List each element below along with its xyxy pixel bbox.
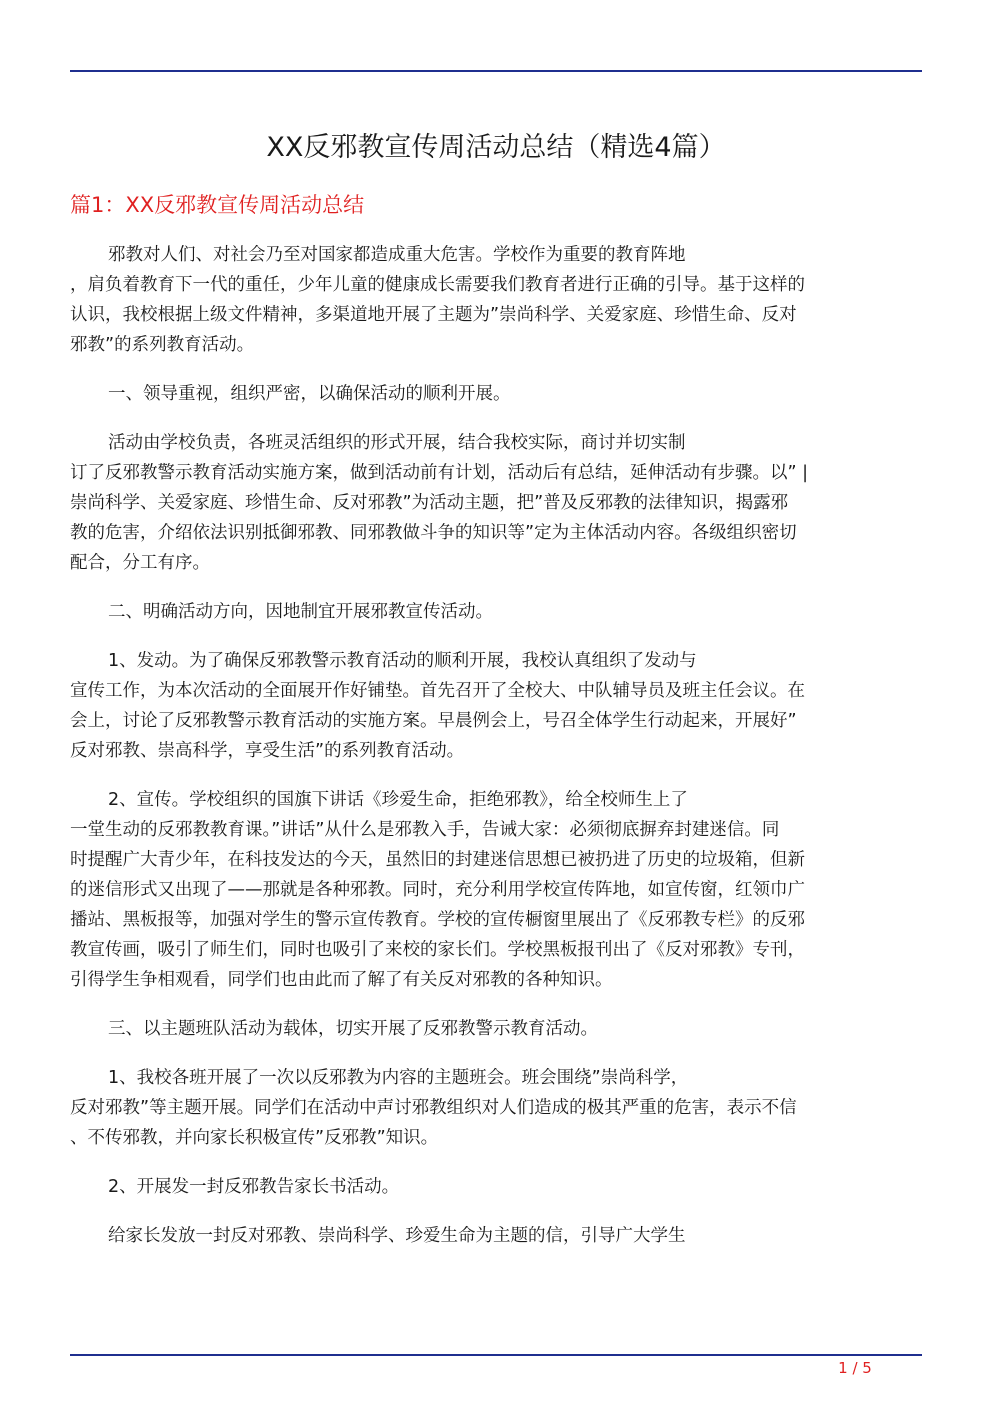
paragraph-line: 1、我校各班开展了一次以反邪教为内容的主题班会。班会围绕”崇尚科学， xyxy=(108,1068,689,1088)
body-paragraph xyxy=(70,785,922,995)
body-paragraph xyxy=(70,1172,922,1202)
paragraph-line: 三、以主题班队活动为载体，切实开展了反邪教警示教育活动。 xyxy=(108,1019,598,1039)
paragraph-line: 邪教”的系列教育活动。 xyxy=(70,335,255,355)
document-title: XX反邪教宣传周活动总结（精选4篇） xyxy=(266,132,726,163)
body-paragraph xyxy=(70,240,922,360)
paragraph-line: 给家长发放一封反对邪教、崇尚科学、珍爱生命为主题的信，引导广大学生 xyxy=(108,1226,686,1246)
paragraph-line: 崇尚科学、关爱家庭、珍惜生命、反对邪教”为活动主题，把”普及反邪教的法律知识，揭露邪 xyxy=(70,493,789,513)
paragraph-line: 一、领导重视，组织严密，以确保活动的顺利开展。 xyxy=(108,384,511,404)
paragraph-line: 2、开展发一封反邪教告家长书活动。 xyxy=(108,1177,400,1197)
paragraph-line: 反对邪教”等主题开展。同学们在活动中声讨邪教组织对人们造成的极其严重的危害，表示不信 xyxy=(70,1098,797,1118)
footer-rule xyxy=(70,1354,922,1356)
paragraph-line: 二、明确活动方向，因地制宜开展邪教宣传活动。 xyxy=(108,602,493,622)
paragraph-line: 教宣传画，吸引了师生们，同时也吸引了来校的家长们。学校黑板报刊出了《反对邪教》专刊， xyxy=(70,940,805,960)
paragraph-line: 宣传工作，为本次活动的全面展开作好铺垫。首先召开了全校大、中队辅导员及班主任会议。在 xyxy=(70,681,805,701)
paragraph-line: 邪教对人们、对社会乃至对国家都造成重大危害。学校作为重要的教育阵地 xyxy=(108,245,686,265)
paragraph-line: 1、发动。为了确保反邪教警示教育活动的顺利开展，我校认真组织了发动与 xyxy=(108,651,697,671)
paragraph-line: 教的危害，介绍依法识别抵御邪教、同邪教做斗争的知识等”定为主体活动内容。各级组织密切 xyxy=(70,523,797,543)
paragraph-line: 反对邪教、崇高科学，享受生活”的系列教育活动。 xyxy=(70,741,465,761)
body-paragraph xyxy=(70,646,922,766)
paragraph-line: 一堂生动的反邪教教育课。”讲话”从什么是邪教入手，告诫大家：必须彻底摒弃封建迷信。同 xyxy=(70,820,780,840)
section-heading: 篇1：XX反邪教宣传周活动总结 xyxy=(70,193,365,217)
body-paragraph xyxy=(70,428,922,578)
paragraph-line: ，肩负着教育下一代的重任，少年儿童的健康成长需要我们教育者进行正确的引导。基于这样的 xyxy=(70,275,805,295)
paragraph-line: 认识，我校根据上级文件精神，多渠道地开展了主题为”崇尚科学、关爱家庭、珍惜生命、反对 xyxy=(70,305,797,325)
page-number: 1 / 5 xyxy=(838,1359,872,1377)
body-paragraph xyxy=(70,1063,922,1153)
paragraph-line: 2、宣传。学校组织的国旗下讲话《珍爱生命，拒绝邪教》，给全校师生上了 xyxy=(108,790,688,810)
paragraph-line: 播站、黑板报等，加强对学生的警示宣传教育。学校的宣传橱窗里展出了《反邪教专栏》的反邪 xyxy=(70,910,805,930)
paragraph-line: 活动由学校负责，各班灵活组织的形式开展，结合我校实际，商讨并切实制 xyxy=(108,433,686,453)
body-paragraph xyxy=(70,597,922,627)
paragraph-line: 订了反邪教警示教育活动实施方案，做到活动前有计划，活动后有总结，延伸活动有步骤。以” | xyxy=(70,463,809,483)
body-paragraph xyxy=(70,1221,922,1251)
header-rule xyxy=(70,70,922,72)
paragraph-line: 引得学生争相观看，同学们也由此而了解了有关反对邪教的各种知识。 xyxy=(70,970,613,990)
body-paragraph xyxy=(70,379,922,409)
paragraph-line: 配合，分工有序。 xyxy=(70,553,210,573)
body-paragraph xyxy=(70,1014,922,1044)
document-body xyxy=(70,240,922,1270)
paragraph-line: 会上，讨论了反邪教警示教育活动的实施方案。早晨例会上，号召全体学生行动起来，开展好” xyxy=(70,711,797,731)
paragraph-line: 时提醒广大青少年，在科技发达的今天，虽然旧的封建迷信思想已被扔进了历史的垃圾箱，但新 xyxy=(70,850,805,870)
paragraph-line: 的迷信形式又出现了——那就是各种邪教。同时，充分利用学校宣传阵地，如宣传窗，红领巾广 xyxy=(70,880,805,900)
paragraph-line: 、不传邪教，并向家长积极宣传”反邪教”知识。 xyxy=(70,1128,439,1148)
